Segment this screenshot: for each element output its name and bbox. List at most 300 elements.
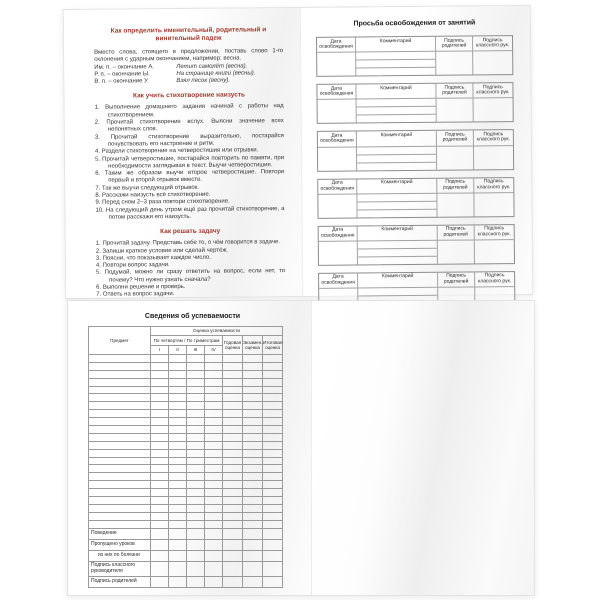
grades-empty-cell: [187, 370, 205, 378]
grades-empty-cell: [89, 362, 151, 370]
grades-empty-cell: [205, 426, 223, 434]
task-steps-list: [96, 239, 286, 299]
column-header-exam-mark: Экзамен. оценка: [243, 336, 263, 355]
grades-empty-cell: [169, 386, 187, 394]
column-header-comment: Комментарий: [357, 178, 437, 194]
grades-footer-cell: [169, 550, 187, 561]
grades-empty-cell: [263, 473, 283, 481]
grades-empty-cell: [243, 481, 263, 489]
grades-empty-cell: [223, 481, 243, 489]
grades-empty-cell: [205, 473, 223, 481]
grades-empty-cell: [89, 457, 151, 465]
grades-empty-cell: [243, 355, 263, 363]
grades-page: [68, 301, 311, 595]
grades-empty-cell: [243, 449, 263, 457]
grades-empty-cell: [243, 426, 263, 434]
column-header-parent-signature: Подпись родителей: [437, 178, 474, 194]
grades-empty-cell: [169, 410, 187, 418]
grades-empty-cell: [169, 402, 187, 410]
grades-footer-cell: [169, 528, 187, 539]
column-header-parent-signature: Подпись родителей: [436, 36, 473, 52]
grades-empty-cell: [205, 362, 223, 370]
grades-empty-cell: [89, 370, 151, 378]
grades-empty-cell: [187, 441, 205, 449]
release-request-header: [318, 130, 513, 147]
grades-empty-cell: [151, 441, 169, 449]
release-date-cell: [318, 194, 357, 217]
grades-footer-cell: [169, 539, 187, 550]
poem-step: 9. Перед сном 2–3 раза повтори стихотворение.: [95, 198, 230, 207]
grades-empty-cell: [151, 433, 169, 441]
grades-empty-cell: [223, 441, 243, 449]
grades-footer-cell: [223, 528, 243, 539]
grades-empty-cell: [187, 449, 205, 457]
grades-empty-cell: [187, 418, 205, 426]
grades-empty-cell: [205, 449, 223, 457]
grades-empty-cell: [89, 473, 151, 481]
task-step: 7. Ответь на вопрос задачи.: [96, 291, 175, 299]
grades-footer-cell: [205, 561, 223, 576]
grades-empty-cell: [263, 520, 283, 528]
teacher-signature-cell: [474, 146, 513, 169]
grades-empty-cell: [263, 386, 283, 394]
grades-empty-cell: [187, 481, 205, 489]
column-header-parent-signature: Подпись родителей: [437, 131, 474, 147]
grades-empty-cell: [223, 497, 243, 505]
grades-empty-cell: [263, 497, 283, 505]
grades-empty-cell: [89, 418, 151, 426]
grades-footer-label: Подпись родителей: [89, 576, 151, 587]
grades-empty-cell: [263, 370, 283, 378]
comment-cell: [358, 241, 438, 265]
grades-empty-cell: [205, 386, 223, 394]
release-request-block: [318, 224, 515, 266]
grades-empty-cell: [205, 378, 223, 386]
release-request-block: [316, 82, 513, 124]
grades-footer-cell: [151, 528, 169, 539]
grades-empty-cell: [263, 402, 283, 410]
release-request-body: [318, 99, 513, 124]
release-request-body: [318, 193, 513, 218]
release-date-cell: [318, 147, 357, 170]
grades-empty-cell: [89, 465, 151, 473]
grades-empty-cell: [151, 370, 169, 378]
grades-empty-cell: [89, 386, 151, 394]
grades-empty-row: [89, 481, 283, 489]
column-header-q1: I: [151, 346, 169, 355]
column-header-parent-signature: Подпись родителей: [438, 225, 475, 241]
task-step: 1. Прочитай задачу. Представь себе то, о чём говорится в задаче.: [95, 239, 281, 248]
grades-empty-row: [89, 473, 283, 481]
grades-empty-cell: [223, 378, 243, 386]
grades-empty-cell: [223, 362, 243, 370]
grades-empty-cell: [169, 512, 187, 520]
release-date-cell: [317, 53, 356, 76]
grades-empty-cell: [223, 489, 243, 497]
grades-empty-cell: [243, 362, 263, 370]
grades-empty-cell: [243, 465, 263, 473]
bottom-spread: [67, 300, 535, 596]
parent-signature-cell: [438, 240, 475, 263]
grades-footer-cell: [263, 561, 283, 576]
grades-empty-cell: [169, 473, 187, 481]
grades-empty-cell: [169, 418, 187, 426]
grades-empty-cell: [205, 504, 223, 512]
column-header-subject: Предмет: [89, 327, 151, 355]
case-rules: [94, 63, 283, 87]
grades-footer-cell: [151, 576, 169, 587]
grades-empty-row: [89, 512, 283, 520]
grades-empty-cell: [89, 512, 151, 520]
grades-empty-cell: [243, 370, 263, 378]
grades-empty-cell: [169, 457, 187, 465]
comment-cell: [356, 52, 436, 76]
grades-empty-cell: [205, 465, 223, 473]
column-header-release-date: Дата освобождения: [319, 273, 358, 289]
grades-empty-cell: [89, 497, 151, 505]
comment-cell: [357, 146, 437, 170]
grades-footer-label: Подпись классного руководителя: [89, 561, 151, 576]
grades-footer-row: [89, 539, 283, 550]
grades-empty-cell: [205, 410, 223, 418]
grades-empty-cell: [205, 441, 223, 449]
case-rule-text: Р. п. – окончание Ы.: [94, 71, 150, 78]
release-request-body: [318, 146, 513, 171]
grades-empty-cell: [223, 418, 243, 426]
comment-writing-line: [358, 257, 437, 265]
task-step: 4. Повтори вопрос задачи.: [95, 262, 170, 269]
grades-empty-cell: [243, 497, 263, 505]
release-request-block: [317, 177, 514, 219]
grades-empty-cell: [187, 497, 205, 505]
column-header-q4: IV: [205, 346, 223, 355]
release-request-block: [316, 35, 513, 77]
grades-empty-cell: [223, 520, 243, 528]
grades-empty-cell: [263, 489, 283, 497]
grades-empty-cell: [151, 402, 169, 410]
grades-empty-cell: [151, 394, 169, 402]
grades-empty-cell: [187, 410, 205, 418]
column-header-year-mark: Годовая оценка: [223, 336, 243, 355]
grades-empty-cell: [151, 386, 169, 394]
grades-footer-row: [89, 550, 283, 561]
grades-footer-cell: [243, 539, 263, 550]
grades-empty-row: [89, 362, 283, 370]
grades-empty-cell: [263, 441, 283, 449]
grades-empty-cell: [187, 386, 205, 394]
grades-footer-cell: [151, 561, 169, 576]
grades-footer-cell: [263, 539, 283, 550]
grades-empty-cell: [169, 449, 187, 457]
grades-footer-row: [89, 576, 283, 587]
grades-empty-cell: [169, 497, 187, 505]
grades-empty-cell: [169, 362, 187, 370]
grades-empty-cell: [243, 402, 263, 410]
grades-empty-cell: [205, 418, 223, 426]
grades-empty-cell: [151, 378, 169, 386]
grades-empty-cell: [187, 355, 205, 363]
release-date-cell: [319, 241, 358, 264]
grades-empty-cell: [243, 512, 263, 520]
grades-empty-row: [89, 457, 283, 465]
parent-signature-cell: [437, 146, 474, 169]
grades-empty-cell: [187, 520, 205, 528]
grades-empty-cell: [243, 473, 263, 481]
grades-empty-cell: [89, 520, 151, 528]
grades-empty-row: [89, 378, 283, 386]
grades-empty-cell: [223, 433, 243, 441]
grades-empty-row: [89, 370, 283, 378]
grades-empty-cell: [169, 394, 187, 402]
grades-empty-cell: [187, 378, 205, 386]
grades-footer-cell: [151, 539, 169, 550]
case-rule-text: Им. п. – окончание А.: [94, 63, 155, 71]
grades-footer-label: Поведение: [89, 528, 151, 539]
grades-empty-cell: [169, 433, 187, 441]
grades-empty-cell: [151, 489, 169, 497]
comment-cell: [357, 194, 437, 218]
grades-empty-cell: [151, 426, 169, 434]
grades-empty-cell: [223, 410, 243, 418]
top-spread: [63, 5, 534, 299]
poem-step: 7. Так же выучи следующий отрывок.: [95, 184, 200, 192]
grades-empty-cell: [205, 520, 223, 528]
grades-footer-cell: [223, 576, 243, 587]
blank-cover-page: [311, 301, 534, 595]
grades-empty-cell: [205, 370, 223, 378]
grades-page-title: Сведения об успеваемости: [144, 313, 241, 320]
grades-empty-cell: [263, 410, 283, 418]
grades-empty-cell: [187, 433, 205, 441]
grades-empty-cell: [151, 457, 169, 465]
grades-empty-cell: [243, 386, 263, 394]
grades-footer-cell: [263, 528, 283, 539]
grades-empty-row: [89, 504, 283, 512]
case-example-text: Летит самолёт (весна).: [176, 63, 248, 70]
grades-empty-cell: [205, 394, 223, 402]
grades-empty-cell: [223, 449, 243, 457]
grades-empty-cell: [89, 355, 151, 363]
grades-empty-cell: [263, 481, 283, 489]
grades-empty-cell: [223, 426, 243, 434]
grades-empty-cell: [205, 481, 223, 489]
parent-signature-cell: [437, 99, 474, 122]
column-header-comment: Комментарий: [356, 84, 436, 100]
grades-empty-cell: [151, 497, 169, 505]
column-header-marks-group: Оценка успеваемости: [151, 327, 283, 336]
grades-footer-cell: [243, 576, 263, 587]
grades-empty-cell: [151, 449, 169, 457]
grades-footer-cell: [169, 561, 187, 576]
grades-empty-cell: [187, 457, 205, 465]
teacher-signature-cell: [475, 240, 514, 263]
grades-empty-cell: [89, 394, 151, 402]
grades-empty-cell: [263, 418, 283, 426]
grades-empty-cell: [205, 489, 223, 497]
grades-empty-cell: [223, 394, 243, 402]
grades-empty-cell: [263, 433, 283, 441]
grades-empty-cell: [89, 481, 151, 489]
grades-empty-cell: [205, 457, 223, 465]
column-header-release-date: Дата освобождения: [319, 226, 358, 242]
release-request-body: [319, 240, 514, 265]
comment-writing-line: [358, 210, 437, 218]
grades-empty-cell: [151, 355, 169, 363]
task-step: 6. Выполни решение и проверь.: [96, 284, 186, 291]
grades-empty-cell: [89, 402, 151, 410]
release-request-header: [317, 36, 512, 53]
memo-poem-title: Как учить стихотворение наизусть: [132, 91, 246, 100]
grades-empty-cell: [187, 426, 205, 434]
grades-footer-cell: [187, 550, 205, 561]
grades-empty-row: [89, 355, 283, 363]
poem-step: 8. Расскажи наизусть всё стихотворение.: [95, 191, 211, 199]
poem-step: 3. Прочитай стихотворение выразительно, постарайся почувствовать его настроение и ритм.: [94, 132, 284, 148]
poem-step: 5. Прочитай четверостишие, постарайся повторить по памяти, при необходимости заглядывая в текст. Выучи четверостишие.: [95, 154, 285, 170]
case-rule-text: В. п. – окончание У.: [94, 78, 149, 85]
grades-empty-cell: [263, 504, 283, 512]
grades-footer-cell: [243, 550, 263, 561]
column-header-q3: III: [187, 346, 205, 355]
grades-empty-cell: [169, 370, 187, 378]
grades-empty-cell: [263, 465, 283, 473]
grades-empty-cell: [187, 465, 205, 473]
grades-empty-row: [89, 410, 283, 418]
column-header-release-date: Дата освобождения: [318, 179, 357, 195]
release-request-body: [317, 51, 512, 76]
grades-footer-cell: [151, 550, 169, 561]
grades-empty-cell: [187, 402, 205, 410]
grades-empty-cell: [89, 504, 151, 512]
grades-footer-cell: [243, 561, 263, 576]
grades-empty-cell: [223, 386, 243, 394]
grades-footer-cell: [205, 539, 223, 550]
task-step: 3. Поясни, что показывает каждое число.: [95, 254, 212, 262]
grades-footer-cell: [187, 528, 205, 539]
grades-empty-row: [89, 449, 283, 457]
grades-footer-cell: [223, 539, 243, 550]
column-header-final-mark: Итоговая оценка: [263, 336, 283, 355]
grades-empty-cell: [187, 473, 205, 481]
grades-empty-cell: [89, 441, 151, 449]
grades-empty-cell: [187, 504, 205, 512]
task-step: 2. Запиши краткое условие или сделай чертёж.: [95, 247, 229, 255]
memo-case-intro: Вместо слова, стоящего в предложении, поставь слово 1-го склонения с ударным окончанием, например: весна.: [94, 48, 284, 64]
grades-footer-cell: [187, 539, 205, 550]
grades-empty-cell: [169, 520, 187, 528]
comment-writing-line: [356, 68, 435, 76]
poem-step: 1. Выполнение домашнего задания начинай с работы над стихотворением.: [94, 103, 284, 119]
grades-empty-cell: [205, 512, 223, 520]
column-header-teacher-signature: Подпись классного рук.: [473, 83, 512, 99]
grades-empty-cell: [223, 465, 243, 473]
grades-footer-cell: [243, 528, 263, 539]
grades-empty-cell: [169, 441, 187, 449]
grades-empty-cell: [89, 489, 151, 497]
grades-table: [88, 326, 283, 588]
grades-empty-cell: [169, 426, 187, 434]
grades-empty-cell: [243, 520, 263, 528]
grades-footer-cell: [169, 576, 187, 587]
grades-empty-cell: [223, 370, 243, 378]
grades-footer-cell: [187, 561, 205, 576]
grades-empty-cell: [151, 512, 169, 520]
column-header-teacher-signature: Подпись классного рук.: [474, 130, 513, 146]
grades-empty-cell: [243, 410, 263, 418]
column-header-teacher-signature: Подпись классного рук.: [473, 36, 512, 52]
column-header-release-date: Дата освобождения: [317, 37, 356, 53]
grades-body: [89, 355, 283, 588]
column-header-comment: Комментарий: [356, 37, 436, 53]
poem-step: 6. Таким же образом выучи второе четверостишие. Повтори первый и второй отрывок вместе.: [95, 169, 285, 185]
grades-empty-cell: [151, 418, 169, 426]
case-rule-row: [94, 77, 283, 86]
release-page: [300, 6, 533, 296]
grades-empty-cell: [151, 465, 169, 473]
grades-empty-cell: [263, 394, 283, 402]
comment-writing-line: [357, 115, 436, 123]
grades-footer-row: [89, 528, 283, 539]
release-request-header: [319, 272, 514, 289]
poem-step: 2. Прочитай стихотворение вслух. Выясни значение всех непонятных слов.: [94, 118, 284, 134]
grades-empty-cell: [223, 512, 243, 520]
grades-empty-cell: [205, 355, 223, 363]
release-request-block: [317, 129, 514, 171]
grades-empty-cell: [151, 520, 169, 528]
grades-empty-cell: [243, 489, 263, 497]
grades-empty-cell: [243, 504, 263, 512]
column-header-parent-signature: Подпись родителей: [436, 84, 473, 100]
grades-empty-cell: [205, 433, 223, 441]
grades-empty-cell: [223, 504, 243, 512]
memo-task-title: Как решать задачу: [160, 227, 221, 236]
grades-empty-row: [89, 402, 283, 410]
grades-empty-cell: [169, 489, 187, 497]
column-header-quarters: По четвертям / По триместрам: [151, 336, 223, 346]
poem-steps-list: [95, 104, 285, 222]
grades-footer-cell: [223, 550, 243, 561]
memo-case-title: Как определить именительный, родительный и винительный падеж: [110, 26, 267, 43]
grades-empty-cell: [223, 355, 243, 363]
grades-empty-cell: [263, 449, 283, 457]
poem-step: 10. На следующий день утром ещё раз прочитай стихотворение, а потом расскажи его наизусть.: [95, 205, 285, 221]
grades-empty-row: [89, 520, 283, 528]
poem-step: 4. Раздели стихотворение на четверостишия или отрывки.: [94, 147, 259, 156]
grades-empty-cell: [243, 433, 263, 441]
grades-empty-cell: [223, 457, 243, 465]
teacher-signature-cell: [474, 99, 513, 122]
grades-footer-label: из них по болезни: [89, 550, 151, 561]
grades-empty-cell: [151, 473, 169, 481]
case-example-text: Взял песок (весну).: [176, 77, 231, 85]
grades-empty-row: [89, 394, 283, 402]
grades-empty-cell: [151, 504, 169, 512]
grades-empty-row: [89, 441, 283, 449]
grades-empty-row: [89, 433, 283, 441]
grades-empty-cell: [89, 433, 151, 441]
grades-empty-cell: [263, 426, 283, 434]
grades-empty-cell: [89, 449, 151, 457]
grades-footer-cell: [263, 576, 283, 587]
grades-footer-cell: [187, 576, 205, 587]
grades-empty-row: [89, 489, 283, 497]
grades-footer-cell: [205, 528, 223, 539]
grades-empty-cell: [187, 489, 205, 497]
column-header-teacher-signature: Подпись классного рук.: [475, 225, 514, 241]
column-header-comment: Комментарий: [358, 226, 438, 242]
grades-empty-cell: [89, 378, 151, 386]
grades-empty-cell: [243, 378, 263, 386]
